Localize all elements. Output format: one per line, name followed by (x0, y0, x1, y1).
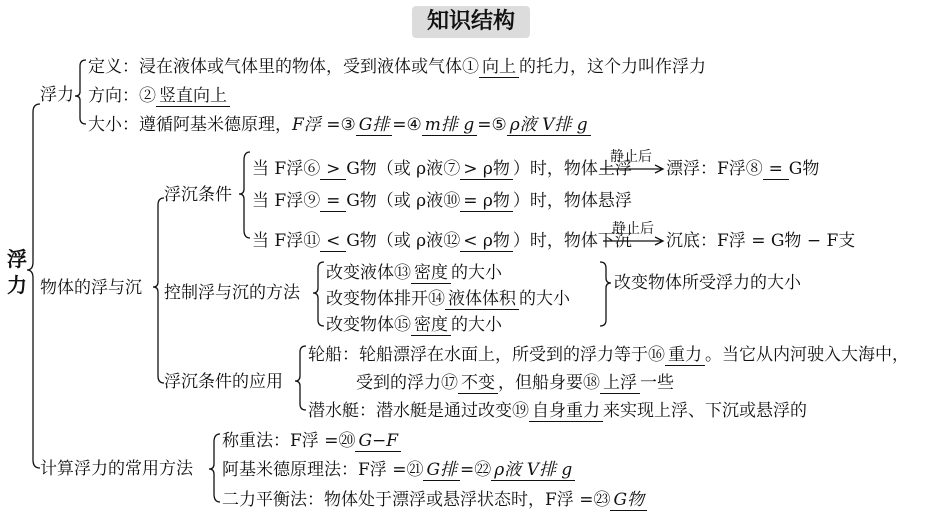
blank-number: ⑧ (745, 159, 763, 179)
submarine-text: 潜水艇：潜水艇是通过改变 (308, 401, 512, 421)
ship-row-2 (356, 372, 674, 394)
blank-number: ⑰ (441, 373, 458, 393)
blank-number: ⑱ (583, 373, 600, 393)
root-brace (27, 104, 40, 468)
conditions-brace (239, 152, 250, 238)
blank-number: ⑥ (303, 159, 321, 179)
result-text: 漂浮：F浮 (666, 159, 746, 179)
blank-number: ⑯ (648, 345, 665, 365)
blank-number: ① (462, 57, 479, 77)
blank-number: ⑮ (394, 315, 411, 335)
answer-blank: G−F (355, 432, 401, 452)
answer-blank: G物 (610, 491, 647, 511)
control-method-2 (326, 288, 570, 310)
blank-number: ⑳ (338, 431, 356, 451)
answer-blank: 自身重力 (529, 402, 603, 422)
control-summary: 改变物体所受浮力的大小 (614, 273, 801, 293)
page-title: 知识结构 (412, 6, 530, 38)
control-brace (313, 262, 324, 326)
answer-blank: ρ液 V排 g (491, 461, 575, 481)
magnitude-row (88, 114, 591, 136)
branch3-label: 计算浮力的常用方法 (40, 459, 193, 479)
method-text: 阿基米德原理法：F浮 = (222, 460, 407, 480)
control-label: 控制浮与沉的方法 (164, 283, 300, 303)
equals: = (477, 115, 492, 135)
submarine-row (308, 400, 807, 422)
method-text: 改变液体 (326, 263, 394, 283)
control-method-3 (326, 314, 502, 336)
answer-blank: > ρ物 (460, 160, 513, 180)
condition-suspend-row (252, 190, 632, 212)
method-text: 改变物体排开 (326, 289, 428, 309)
answer-blank: 密度 (411, 264, 451, 284)
archimedes-method-row (222, 459, 575, 481)
condition-sink-row (252, 230, 632, 252)
blank-number: ③ (340, 115, 356, 135)
answer-blank: = (320, 192, 346, 212)
condition-text: 当 F浮 (252, 191, 304, 211)
ship-text: 。当它从内河驶入大海中， (705, 345, 909, 365)
ship-text: ，但船身要 (498, 373, 583, 393)
submarine-text: 来实现上浮、下沉或悬浮的 (603, 401, 807, 421)
equals: = (460, 460, 475, 480)
control-method-1 (326, 262, 502, 284)
blank-number: ⑪ (303, 231, 321, 251)
blank-number: ㉒ (474, 460, 492, 480)
equals: = (392, 115, 407, 135)
branch2-label: 物体的浮与沉 (40, 278, 142, 298)
arrow-label-float: 静止后 (610, 149, 652, 165)
method-text: 改变物体 (326, 315, 394, 335)
answer-blank: > (320, 160, 346, 180)
definition-text: 定义：浸在液体或气体里的物体，受到液体或气体 (88, 57, 462, 77)
branch1-label: 浮力 (40, 85, 74, 105)
blank-number: ⑩ (443, 191, 461, 211)
root-label: 浮力 (7, 247, 27, 297)
definition-row (88, 56, 706, 78)
method-text: 的大小 (519, 289, 570, 309)
condition-text: G物（或 ρ液 (346, 191, 444, 211)
blank-number: ㉓ (593, 490, 611, 510)
answer-blank: 不变 (458, 374, 498, 394)
condition-text: 当 F浮 (252, 231, 304, 251)
blank-number: ② (139, 86, 156, 106)
blank-number: ④ (406, 115, 422, 135)
ship-text: 受到的浮力 (356, 373, 441, 393)
ship-row-1 (308, 344, 909, 366)
applications-brace (295, 346, 306, 410)
formula-lhs: F浮 = (292, 115, 341, 135)
condition-text: G物（或 ρ液 (346, 231, 444, 251)
answer-blank: = (763, 160, 789, 180)
blank-number: ⑬ (394, 263, 411, 283)
control-brace-right (600, 262, 611, 326)
sink-result: 沉底：F浮 = G物 − F支 (666, 231, 856, 251)
condition-text: ）时，物体悬浮 (512, 191, 632, 211)
conditions-label: 浮沉条件 (164, 185, 232, 205)
direction-row (88, 85, 230, 107)
answer-blank: < ρ物 (460, 232, 513, 252)
condition-text: ）时，物体上浮 (512, 159, 632, 179)
blank-number: ⑭ (428, 289, 445, 309)
branch2-brace (153, 198, 164, 383)
answer-blank: G排 (423, 461, 460, 481)
magnitude-text: 大小：遵循阿基米德原理， (88, 115, 292, 135)
method-text: 的大小 (451, 315, 502, 335)
condition-text: ）时，物体下沉 (512, 231, 632, 251)
branch1-brace (75, 60, 86, 124)
blank-number: ㉑ (406, 460, 424, 480)
balance-method-row (222, 489, 647, 511)
condition-text: 当 F浮 (252, 159, 304, 179)
answer-blank: 液体体积 (445, 290, 519, 310)
answer-blank: 向上 (479, 58, 519, 78)
answer-blank: ρ液 V排 g (507, 116, 591, 136)
direction-text: 方向： (88, 86, 139, 106)
condition-text: G物（或 ρ液 (346, 159, 444, 179)
answer-blank: < (320, 232, 346, 252)
applications-label: 浮沉条件的应用 (164, 372, 283, 392)
ship-text: 一些 (640, 373, 674, 393)
answer-blank: = ρ物 (460, 192, 513, 212)
ship-text: 轮船：轮船漂浮在水面上，所受到的浮力等于 (308, 345, 648, 365)
answer-blank: 重力 (665, 346, 705, 366)
condition-rise-row (252, 158, 632, 180)
answer-blank: G排 (356, 116, 393, 136)
blank-number: ⑦ (443, 159, 461, 179)
blank-number: ⑨ (303, 191, 321, 211)
result-text: G物 (788, 159, 820, 179)
arrow-label-sink: 静止后 (612, 221, 654, 237)
answer-blank: 竖直向上 (156, 87, 230, 107)
answer-blank: m排 g (422, 116, 477, 136)
definition-suffix: 的托力，这个力叫作浮力 (519, 57, 706, 77)
blank-number: ⑲ (512, 401, 529, 421)
answer-blank: 密度 (411, 316, 451, 336)
float-result (666, 158, 819, 180)
weigh-method-row (222, 430, 401, 452)
method-text: 二力平衡法：物体处于漂浮或悬浮状态时，F浮 = (222, 490, 594, 510)
branch3-brace (209, 434, 220, 502)
blank-number: ⑤ (491, 115, 507, 135)
method-text: 的大小 (451, 263, 502, 283)
method-text: 称重法：F浮 = (222, 431, 339, 451)
answer-blank: 上浮 (600, 374, 640, 394)
blank-number: ⑫ (443, 231, 461, 251)
